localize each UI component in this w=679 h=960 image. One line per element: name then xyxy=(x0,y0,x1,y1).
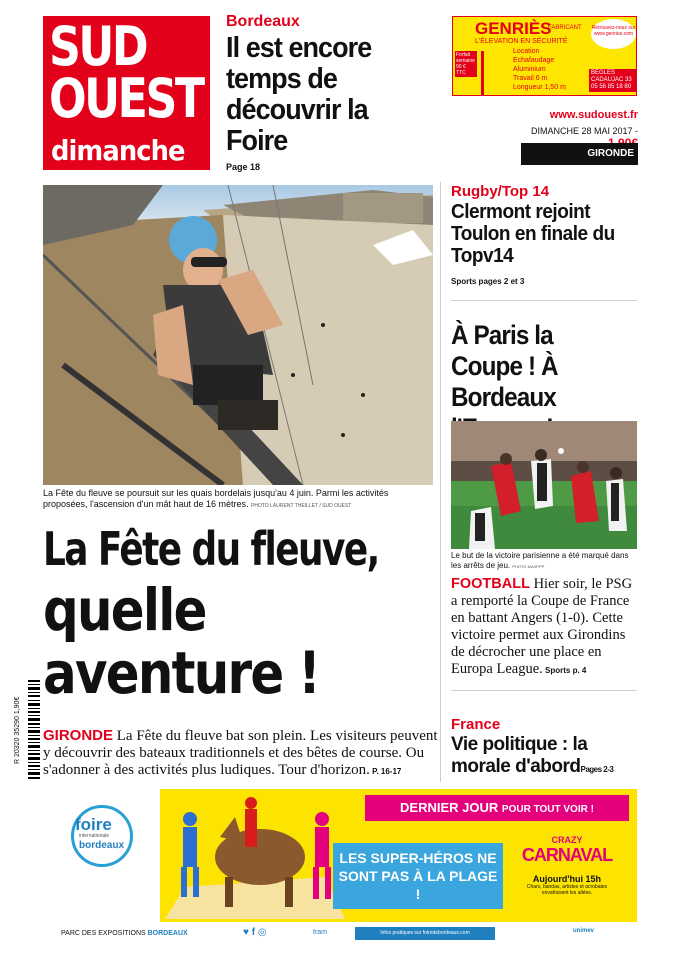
banner-text-1: DERNIER JOUR xyxy=(400,800,499,815)
lead-kicker: GIRONDE xyxy=(43,727,114,744)
football-caption xyxy=(451,551,637,572)
unimev-logo: unimev xyxy=(573,928,595,934)
football-photo[interactable] xyxy=(451,421,637,549)
carnaval-text: Chars, bandas, artistes et acrobates envahissent les allées. xyxy=(526,884,608,896)
tram-logo: tram xyxy=(313,929,327,936)
divider xyxy=(451,300,637,301)
football-pages: Sports p. 4 xyxy=(542,666,587,675)
rugby-pages: Sports pages 2 et 3 xyxy=(451,277,525,286)
logo-word-sud: SUD xyxy=(49,15,147,78)
sponsor-logos xyxy=(513,928,633,940)
logo-word-dimanche: dimanche xyxy=(51,134,185,167)
scaffold-graphic xyxy=(481,51,484,95)
france-title-text: Vie politique : la morale d'abord xyxy=(451,734,588,777)
barcode xyxy=(28,680,40,780)
football-text: Hier soir, le PSG a remporté la Coupe de France en battant Angers (1-0). Cette victoire permet aux Girondins de décrocher une place en Europa League. xyxy=(451,576,633,677)
banner-text-2: POUR TOUT VOIR ! xyxy=(501,804,594,815)
info-link[interactable]: Infos pratiques sur foiredebordeaux.com xyxy=(355,927,495,940)
caption-text: La Fête du fleuve se poursuit sur les quais bordelais jusqu'au 4 juin. Parmi les activités proposées, l'ascension d'un mât haut de 16 mètres. xyxy=(43,488,389,509)
parc-city: BORDEAUX xyxy=(147,930,188,937)
genries-maker: FABRICANT xyxy=(548,25,582,31)
crazy-carnaval-block xyxy=(513,835,621,896)
barcode-number: R 20320 35290 1,90€ xyxy=(14,696,21,764)
ad-footer-bar xyxy=(43,922,637,945)
teaser-title[interactable]: Il est encore temps de découvrir la Foire xyxy=(226,32,372,157)
foire-logo-text: foire xyxy=(75,815,112,834)
headline-line-2: quelle xyxy=(43,576,206,644)
sud-ouest-logo[interactable] xyxy=(43,16,210,170)
genries-brand: GENRIÈS xyxy=(475,19,552,38)
football-brief xyxy=(451,576,641,679)
lead-pages: P. 16-17 xyxy=(369,767,402,776)
france-pages: Pages 2-3 xyxy=(580,765,614,774)
main-lead xyxy=(43,727,438,780)
genries-line: Aluminium xyxy=(513,66,546,73)
genries-ad[interactable] xyxy=(452,16,637,96)
foire-logo-city: bordeaux xyxy=(79,840,125,851)
genries-subtitle: L'ÉLEVATION EN SÉCURITÉ xyxy=(475,38,568,45)
photo-credit: PHOTO LAURENT THEILLET / SUD OUEST xyxy=(251,503,352,509)
superheroes-illustration xyxy=(165,797,345,919)
genries-line: Location xyxy=(513,48,540,55)
main-photo-caption xyxy=(43,488,433,512)
crazy-label: CRAZY xyxy=(551,835,583,845)
divider xyxy=(451,690,637,691)
foire-logo-sub: internationale xyxy=(79,833,110,839)
teaser-page: Page 18 xyxy=(226,162,261,172)
rugby-kicker: Rugby/Top 14 xyxy=(451,183,550,200)
football-illustration xyxy=(451,421,637,549)
football-kicker: FOOTBALL xyxy=(451,576,530,592)
genries-line: Travail 6 m xyxy=(513,75,548,82)
lead-text: La Fête du fleuve bat son plein. Les visiteurs peuvent y découvrir des bateaux traditionnels et des bêtes de course. Ou s'adonner à des activités plus ludiques. Tour d'horizon. xyxy=(43,728,438,778)
website-link[interactable]: www.sudouest.fr xyxy=(549,109,638,121)
heroes-slogan: LES SUPER-HÉROS NE SONT PAS À LA PLAGE ! xyxy=(333,843,503,909)
genries-offer: Forfait semaine 90 € TTC xyxy=(455,51,477,77)
genries-address: BÈGLES CADAUJAC 33 05 56 85 18 80 xyxy=(589,69,637,92)
genries-line: Echafaudage xyxy=(513,57,555,64)
carnaval-time: Aujourd'hui 15h xyxy=(532,874,602,884)
rugby-title[interactable]: Clermont rejoint Toulon en finale du Topv14 xyxy=(451,201,615,267)
genries-line: Longueur 1,50 m xyxy=(513,84,566,91)
france-title[interactable] xyxy=(451,734,651,781)
main-headline[interactable] xyxy=(43,520,438,707)
last-day-banner xyxy=(365,795,629,821)
headline-line-3: aventure ! xyxy=(43,639,320,707)
parc-label: PARC DES EXPOSITIONS xyxy=(61,930,146,937)
parc-expositions xyxy=(61,930,188,937)
climber-illustration xyxy=(43,185,433,485)
football-caption-text: Le but de la victoire parisienne a été marqué dans les arrêts de jeu. xyxy=(451,551,629,570)
france-kicker: France xyxy=(451,716,501,733)
edition-badge: GIRONDE xyxy=(521,143,638,165)
logo-word-ouest: OUEST xyxy=(49,67,203,130)
football-photo-credit: PHOTO MAXPPP xyxy=(512,564,545,569)
teaser-kicker: Bordeaux xyxy=(226,13,300,30)
social-icons[interactable]: ♥ f ◎ xyxy=(243,927,267,938)
carnaval-label: CARNAVAL xyxy=(521,845,613,865)
main-photo-climber[interactable] xyxy=(43,185,433,485)
football-headline[interactable]: À Paris la Coupe ! À Bordeaux xyxy=(451,320,558,412)
column-divider xyxy=(440,182,441,782)
headline-line-1: La Fête du fleuve, xyxy=(43,522,379,576)
foire-bordeaux-ad[interactable] xyxy=(43,789,637,945)
date-text: DIMANCHE 28 MAI 2017 - xyxy=(530,126,638,136)
genries-bubble: Retrouvez-nous sur www.genries.com xyxy=(591,19,636,49)
